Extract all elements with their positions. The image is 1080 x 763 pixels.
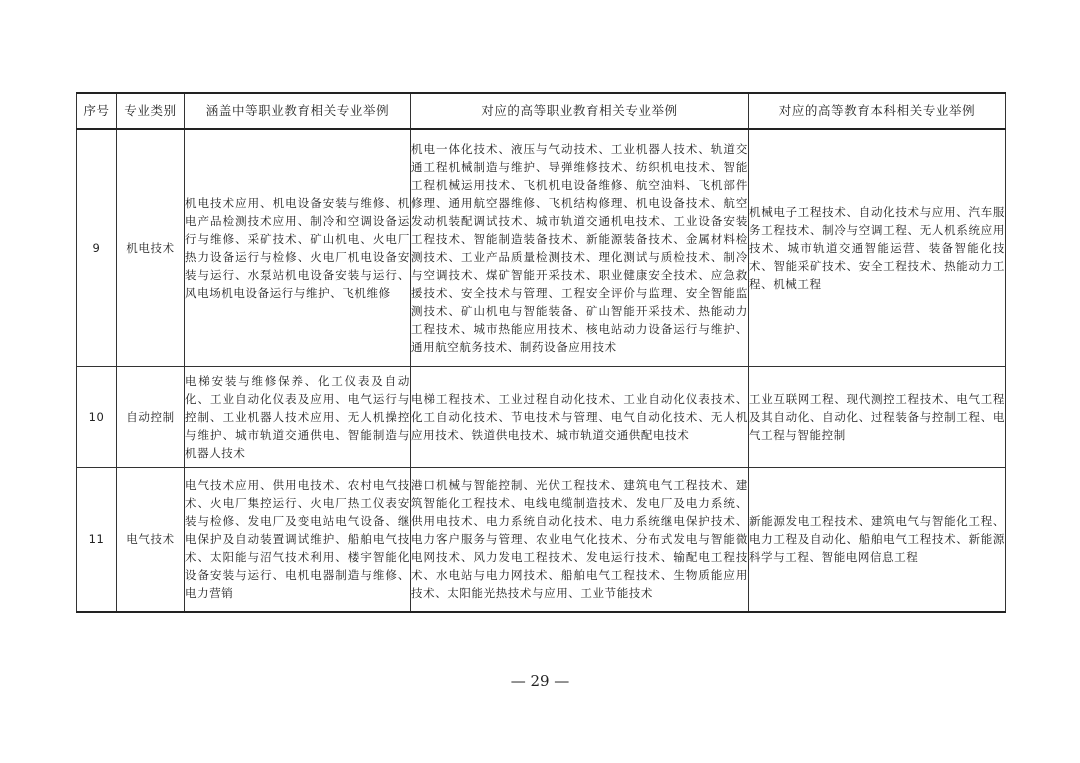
page-number: — 29 — [510,672,570,690]
header-higher-vocational-examples: 对应的高等职业教育相关专业举例 [411,93,749,129]
table-header-row [77,93,1006,129]
cell-secondary-examples: 电气技术应用、供用电技术、农村电气技术、火电厂集控运行、火电厂热工仪表安装与检修、发电厂及变电站电气设备、继电保护及自动装置调试维护、船舶电气技术、太阳能与沼气技术利用、楼宇智能化设备安装与运行、电机电器制造与维修、电力营销 [185,467,411,612]
header-secondary-vocational-examples: 涵盖中等职业教育相关专业举例 [185,93,411,129]
header-serial-number: 序号 [77,93,117,129]
cell-bachelor-examples: 机械电子工程技术、自动化技术与应用、汽车服务工程技术、制冷与空调工程、无人机系统应用技术、城市轨道交通智能运营、装备智能化技术、智能采矿技术、安全工程技术、热能动力工程、机械工程 [749,129,1006,366]
cell-secondary-examples: 电梯安装与维修保养、化工仪表及自动化、工业自动化仪表及应用、电气运行与控制、工业机器人技术应用、无人机操控与维护、城市轨道交通供电、智能制造与机器人技术 [185,366,411,467]
cell-serial-number: 9 [77,129,117,366]
header-bachelor-examples: 对应的高等教育本科相关专业举例 [749,93,1006,129]
header-major-category: 专业类别 [117,93,185,129]
cell-major-category: 机电技术 [117,129,185,366]
cell-serial-number: 10 [77,366,117,467]
cell-higher-examples: 机电一体化技术、液压与气动技术、工业机器人技术、轨道交通工程机械制造与维护、导弹维修技术、纺织机电技术、智能工程机械运用技术、飞机机电设备维修、航空油料、飞机部件修理、通用航空器维修、飞机结构修理、机电设备技术、航空发动机装配调试技术、城市轨道交通机电技术、工业设备安装工程技术、智能制造装备技术、新能源装备技术、金属材料检测技术、工业产品质量检测技术、理化测试与质检技术、制冷与空调技术、煤矿智能开采技术、职业健康安全技术、应急救援技术、安全技术与管理、工程安全评价与监理、安全智能监测技术、矿山机电与智能装备、矿山智能开采技术、热能动力工程技术、城市热能应用技术、核电站动力设备运行与维护、通用航空航务技术、制药设备应用技术 [411,129,749,366]
table-row [77,366,1006,467]
cell-higher-examples: 港口机械与智能控制、光伏工程技术、建筑电气工程技术、建筑智能化工程技术、电线电缆制造技术、发电厂及电力系统、供用电技术、电力系统自动化技术、电力系统继电保护技术、电力客户服务与管理、农业电气化技术、分布式发电与智能微电网技术、风力发电工程技术、发电运行技术、输配电工程技术、水电站与电力网技术、船舶电气工程技术、生物质能应用技术、太阳能光热技术与应用、工业节能技术 [411,467,749,612]
cell-major-category: 电气技术 [117,467,185,612]
table-row [77,129,1006,366]
cell-serial-number: 11 [77,467,117,612]
cell-higher-examples: 电梯工程技术、工业过程自动化技术、工业自动化仪表技术、化工自动化技术、节电技术与管理、电气自动化技术、无人机应用技术、铁道供电技术、城市轨道交通供配电技术 [411,366,749,467]
cell-major-category: 自动控制 [117,366,185,467]
cell-bachelor-examples: 新能源发电工程技术、建筑电气与智能化工程、电力工程及自动化、船舶电气工程技术、新能源科学与工程、智能电网信息工程 [749,467,1006,612]
cell-bachelor-examples: 工业互联网工程、现代测控工程技术、电气工程及其自动化、自动化、过程装备与控制工程、电气工程与智能控制 [749,366,1006,467]
cell-secondary-examples: 机电技术应用、机电设备安装与维修、机电产品检测技术应用、制冷和空调设备运行与维修、采矿技术、矿山机电、火电厂热力设备运行与检修、火电厂机电设备安装与运行、水泵站机电设备安装与运行、风电场机电设备运行与维护、飞机维修 [185,129,411,366]
major-correspondence-table [76,92,1006,613]
table-row [77,467,1006,612]
